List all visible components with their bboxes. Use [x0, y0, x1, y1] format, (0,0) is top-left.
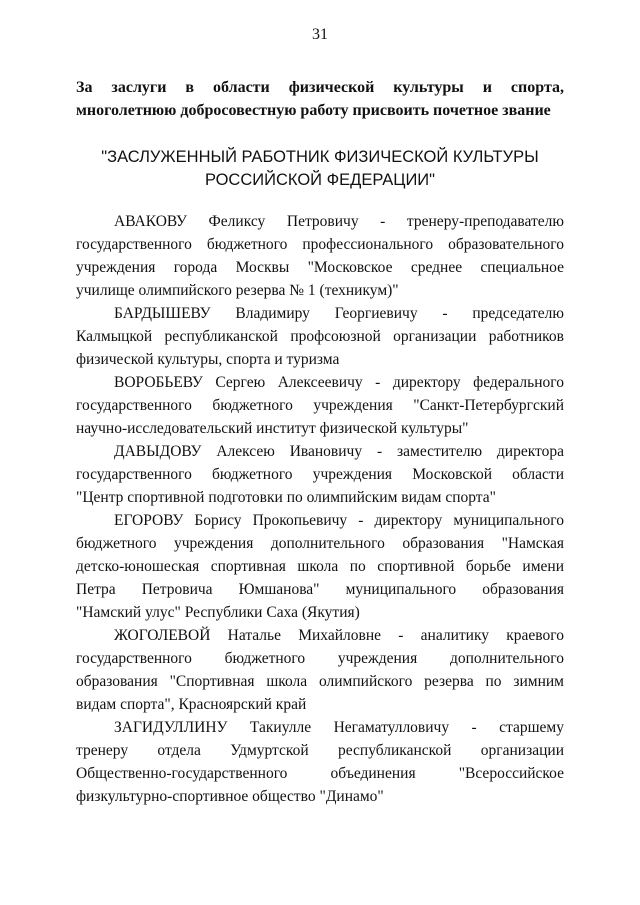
entry-line: ВОРОБЬЕВУ Сергею Алексеевичу - директору федерального [114, 374, 564, 391]
intro-line: многолетнюю добросовестную работу присвоить почетное звание [76, 102, 551, 119]
entry-line: образования "Спортивная школа олимпийского резерва по зимним [76, 673, 564, 690]
entry-line: тренеру отдела Удмуртской республиканской организации [76, 742, 564, 759]
entry-line: училище олимпийского резерва № 1 (техникум)" [76, 282, 399, 299]
entry-line: бюджетного учреждения дополнительного образования "Намская [76, 535, 564, 552]
honorary-title [76, 146, 564, 192]
entry-line: Калмыцкой республиканской профсоюзной организации работников [76, 328, 564, 345]
award-entry [76, 302, 564, 371]
award-entry [76, 624, 564, 716]
award-entry [76, 509, 564, 624]
title-line: "ЗАСЛУЖЕННЫЙ РАБОТНИК ФИЗИЧЕСКОЙ КУЛЬТУРЫ [101, 148, 539, 166]
entry-line: АВАКОВУ Феликсу Петровичу - тренеру-преподавателю [114, 213, 564, 230]
entry-line: физкультурно-спортивное общество "Динамо" [76, 788, 384, 805]
intro-paragraph [76, 76, 564, 122]
award-list [76, 210, 564, 808]
award-entry [76, 440, 564, 509]
entry-line: ЖОГОЛЕВОЙ Наталье Михайловне - аналитику краевого [114, 627, 564, 644]
entry-line: Общественно-государственного объединения "Всероссийское [76, 765, 564, 782]
entry-line: "Намский улус" Республики Саха (Якутия) [76, 604, 360, 621]
entry-line: ЕГОРОВУ Борису Прокопьевичу - директору муниципального [114, 512, 564, 529]
entry-line: видам спорта", Красноярский край [76, 696, 307, 713]
award-entry [76, 210, 564, 302]
award-entry [76, 716, 564, 808]
entry-line: Петра Петровича Юмшанова" муниципального образования [76, 581, 564, 598]
entry-line: детско-юношеская спортивная школа по спортивной борьбе имени [76, 558, 564, 575]
entry-line: государственного бюджетного учреждения дополнительного [76, 650, 564, 667]
entry-line: учреждения города Москвы "Московское среднее специальное [76, 259, 564, 276]
title-line: РОССИЙСКОЙ ФЕДЕРАЦИИ" [204, 171, 436, 189]
entry-line: ЗАГИДУЛЛИНУ Такиулле Негаматулловичу - старшему [114, 719, 564, 736]
entry-line: ДАВЫДОВУ Алексею Ивановичу - заместителю директора [114, 443, 564, 460]
entry-line: БАРДЫШЕВУ Владимиру Георгиевичу - председателю [114, 305, 564, 322]
entry-line: "Центр спортивной подготовки по олимпийским видам спорта" [76, 489, 496, 506]
entry-line: государственного бюджетного учреждения Московской области [76, 466, 564, 483]
intro-line: За заслуги в области физической культуры и спорта, [76, 79, 564, 96]
entry-line: государственного бюджетного профессионального образовательного [76, 236, 564, 253]
page-number: 31 [312, 26, 328, 43]
award-entry [76, 371, 564, 440]
entry-line: физической культуры, спорта и туризма [76, 351, 340, 368]
entry-line: научно-исследовательский институт физической культуры" [76, 420, 469, 437]
entry-line: государственного бюджетного учреждения "Санкт-Петербургский [76, 397, 564, 414]
